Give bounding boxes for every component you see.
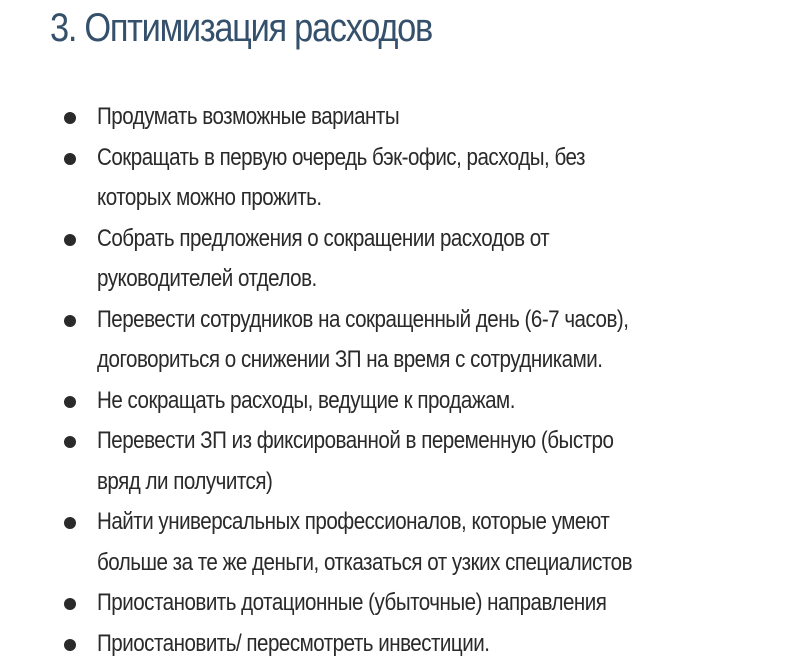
bullet-list [62,97,734,664]
bullet-item [62,300,734,381]
bullet-dot-icon [64,315,76,327]
bullet-item [62,624,734,664]
bullet-dot-icon [64,598,76,610]
bullet-line: договориться о снижении ЗП на время с сотрудниками. [97,340,632,381]
bullet-text [97,502,632,583]
bullet-item [62,502,734,583]
bullet-text [97,381,632,422]
bullet-text [97,624,632,664]
slide-title: 3. Оптимизация расходов [50,2,432,54]
bullet-dot-icon [64,396,76,408]
bullet-item [62,219,734,300]
bullet-line: Перевести сотрудников на сокращенный день (6-7 часов), [97,300,632,341]
bullet-line: Приостановить/ пересмотреть инвестиции. [97,624,632,664]
bullet-line: Приостановить дотационные (убыточные) направления [97,583,632,624]
bullet-item [62,138,734,219]
bullet-line: руководителей отделов. [97,259,632,300]
bullet-text [97,583,632,624]
bullet-dot-icon [64,234,76,246]
bullet-text [97,219,632,300]
bullet-dot-icon [64,639,76,651]
bullet-dot-icon [64,436,76,448]
bullet-line: Найти универсальных профессионалов, которые умеют [97,502,632,543]
bullet-text [97,97,632,138]
bullet-text [97,421,632,502]
bullet-line: Собрать предложения о сокращении расходов от [97,219,632,260]
bullet-item [62,97,734,138]
bullet-item [62,421,734,502]
bullet-dot-icon [64,112,76,124]
bullet-text [97,300,632,381]
bullet-dot-icon [64,517,76,529]
bullet-text [97,138,632,219]
bullet-line: Продумать возможные варианты [97,97,632,138]
bullet-line: Перевести ЗП из фиксированной в переменную (быстро [97,421,632,462]
bullet-line: Сокращать в первую очередь бэк-офис, расходы, без [97,138,632,179]
bullet-item [62,583,734,624]
bullet-line: вряд ли получится) [97,462,632,503]
bullet-line: Не сокращать расходы, ведущие к продажам. [97,381,632,422]
bullet-item [62,381,734,422]
bullet-dot-icon [64,153,76,165]
bullet-line: больше за те же деньги, отказаться от узких специалистов [97,543,632,584]
bullet-line: которых можно прожить. [97,178,632,219]
